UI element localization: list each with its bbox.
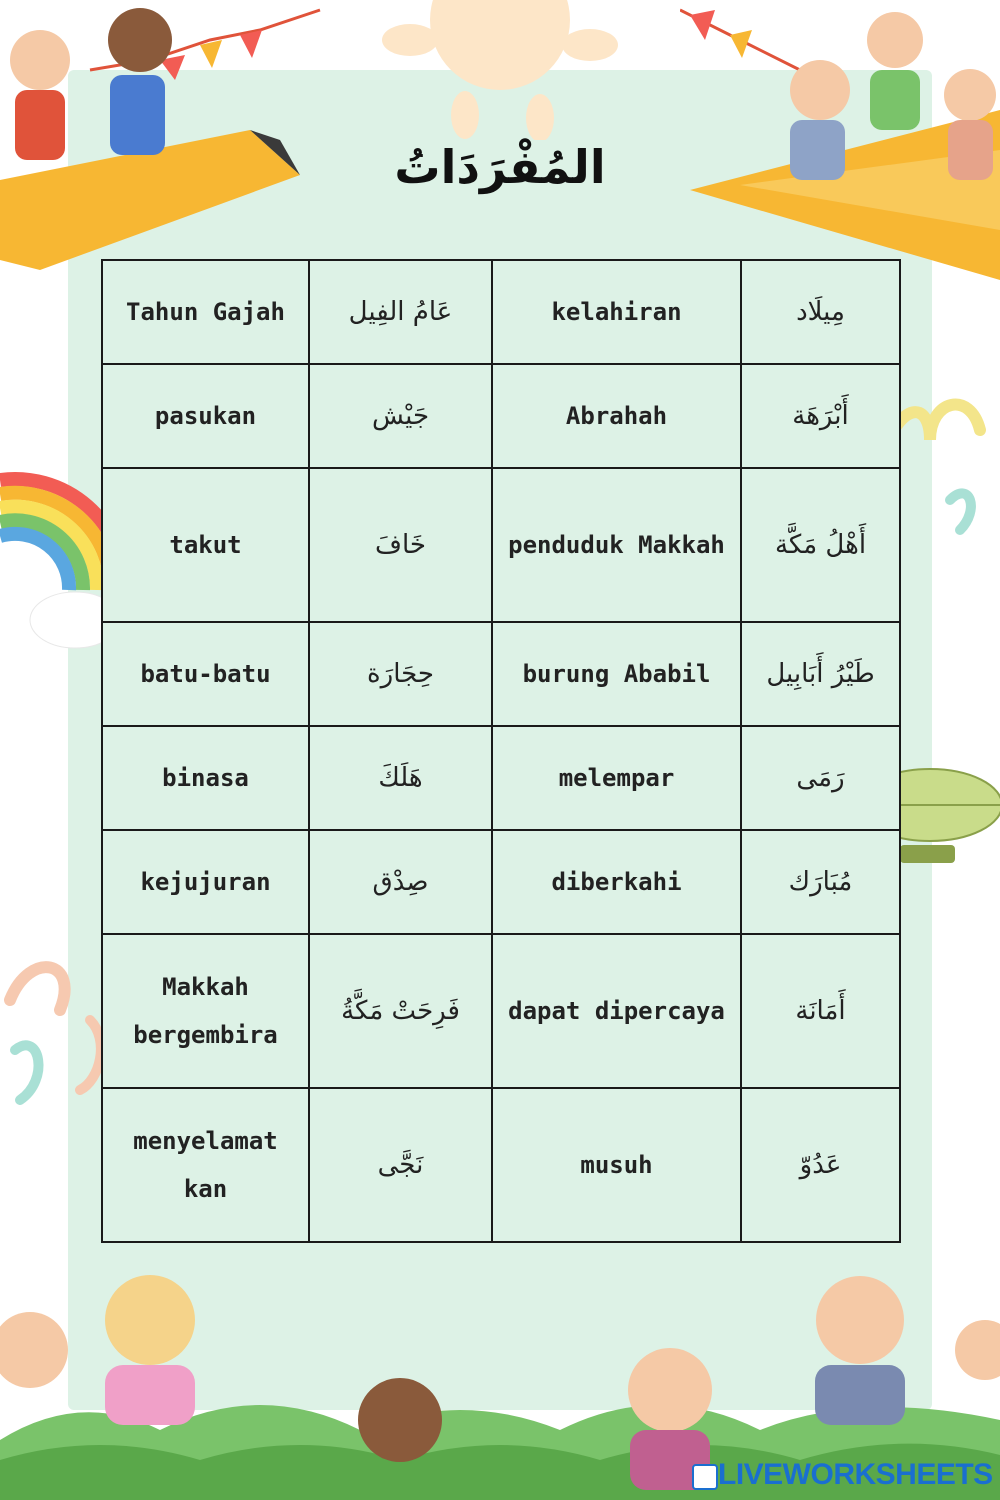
indonesian-word: binasa xyxy=(102,726,309,830)
table-row xyxy=(102,622,900,726)
page-title: المُفْرَدَاتُ xyxy=(394,140,606,194)
vocabulary-table xyxy=(101,259,901,1243)
arabic-word: خَافَ xyxy=(309,468,492,622)
arabic-word: مُبَارَك xyxy=(741,830,900,934)
table-row xyxy=(102,468,900,622)
arabic-word: أَهْلُ مَكَّة xyxy=(741,468,900,622)
indonesian-word: diberkahi xyxy=(492,830,741,934)
table-row xyxy=(102,830,900,934)
arabic-word: رَمَى xyxy=(741,726,900,830)
table-row xyxy=(102,364,900,468)
table-row xyxy=(102,260,900,364)
arabic-word: مِيلَاد xyxy=(741,260,900,364)
arabic-word: جَيْش xyxy=(309,364,492,468)
pencil-kids-illustration xyxy=(0,0,330,270)
sun-decoration xyxy=(380,0,620,140)
indonesian-word: takut xyxy=(102,468,309,622)
indonesian-word: kejujuran xyxy=(102,830,309,934)
indonesian-word: batu-batu xyxy=(102,622,309,726)
table-row xyxy=(102,726,900,830)
arabic-word: عَامُ الفِيل xyxy=(309,260,492,364)
arabic-word: صِدْق xyxy=(309,830,492,934)
arabic-word: أَمَانَة xyxy=(741,934,900,1088)
indonesian-word: Tahun Gajah xyxy=(102,260,309,364)
arabic-word: حِجَارَة xyxy=(309,622,492,726)
table-row xyxy=(102,1088,900,1242)
indonesian-word: menyelamat kan xyxy=(102,1088,309,1242)
indonesian-word: Abrahah xyxy=(492,364,741,468)
arabic-word: هَلَكَ xyxy=(309,726,492,830)
arabic-word: أَبْرَهَة xyxy=(741,364,900,468)
indonesian-word: burung Ababil xyxy=(492,622,741,726)
indonesian-word: dapat dipercaya xyxy=(492,934,741,1088)
indonesian-word: penduduk Makkah xyxy=(492,468,741,622)
arabic-word: فَرِحَتْ مَكَّةُ xyxy=(309,934,492,1088)
brand-watermark: LIVEWORKSHEETS xyxy=(718,1458,993,1491)
arabic-word: عَدُوّ xyxy=(741,1088,900,1242)
table-row xyxy=(102,934,900,1088)
indonesian-word: pasukan xyxy=(102,364,309,468)
arabic-word: نَجَّى xyxy=(309,1088,492,1242)
indonesian-word: melempar xyxy=(492,726,741,830)
indonesian-word: Makkah bergembira xyxy=(102,934,309,1088)
indonesian-word: kelahiran xyxy=(492,260,741,364)
indonesian-word: musuh xyxy=(492,1088,741,1242)
arabic-word: طَيْرُ أَبَابِيل xyxy=(741,622,900,726)
liveworksheets-logo-icon xyxy=(692,1464,718,1490)
